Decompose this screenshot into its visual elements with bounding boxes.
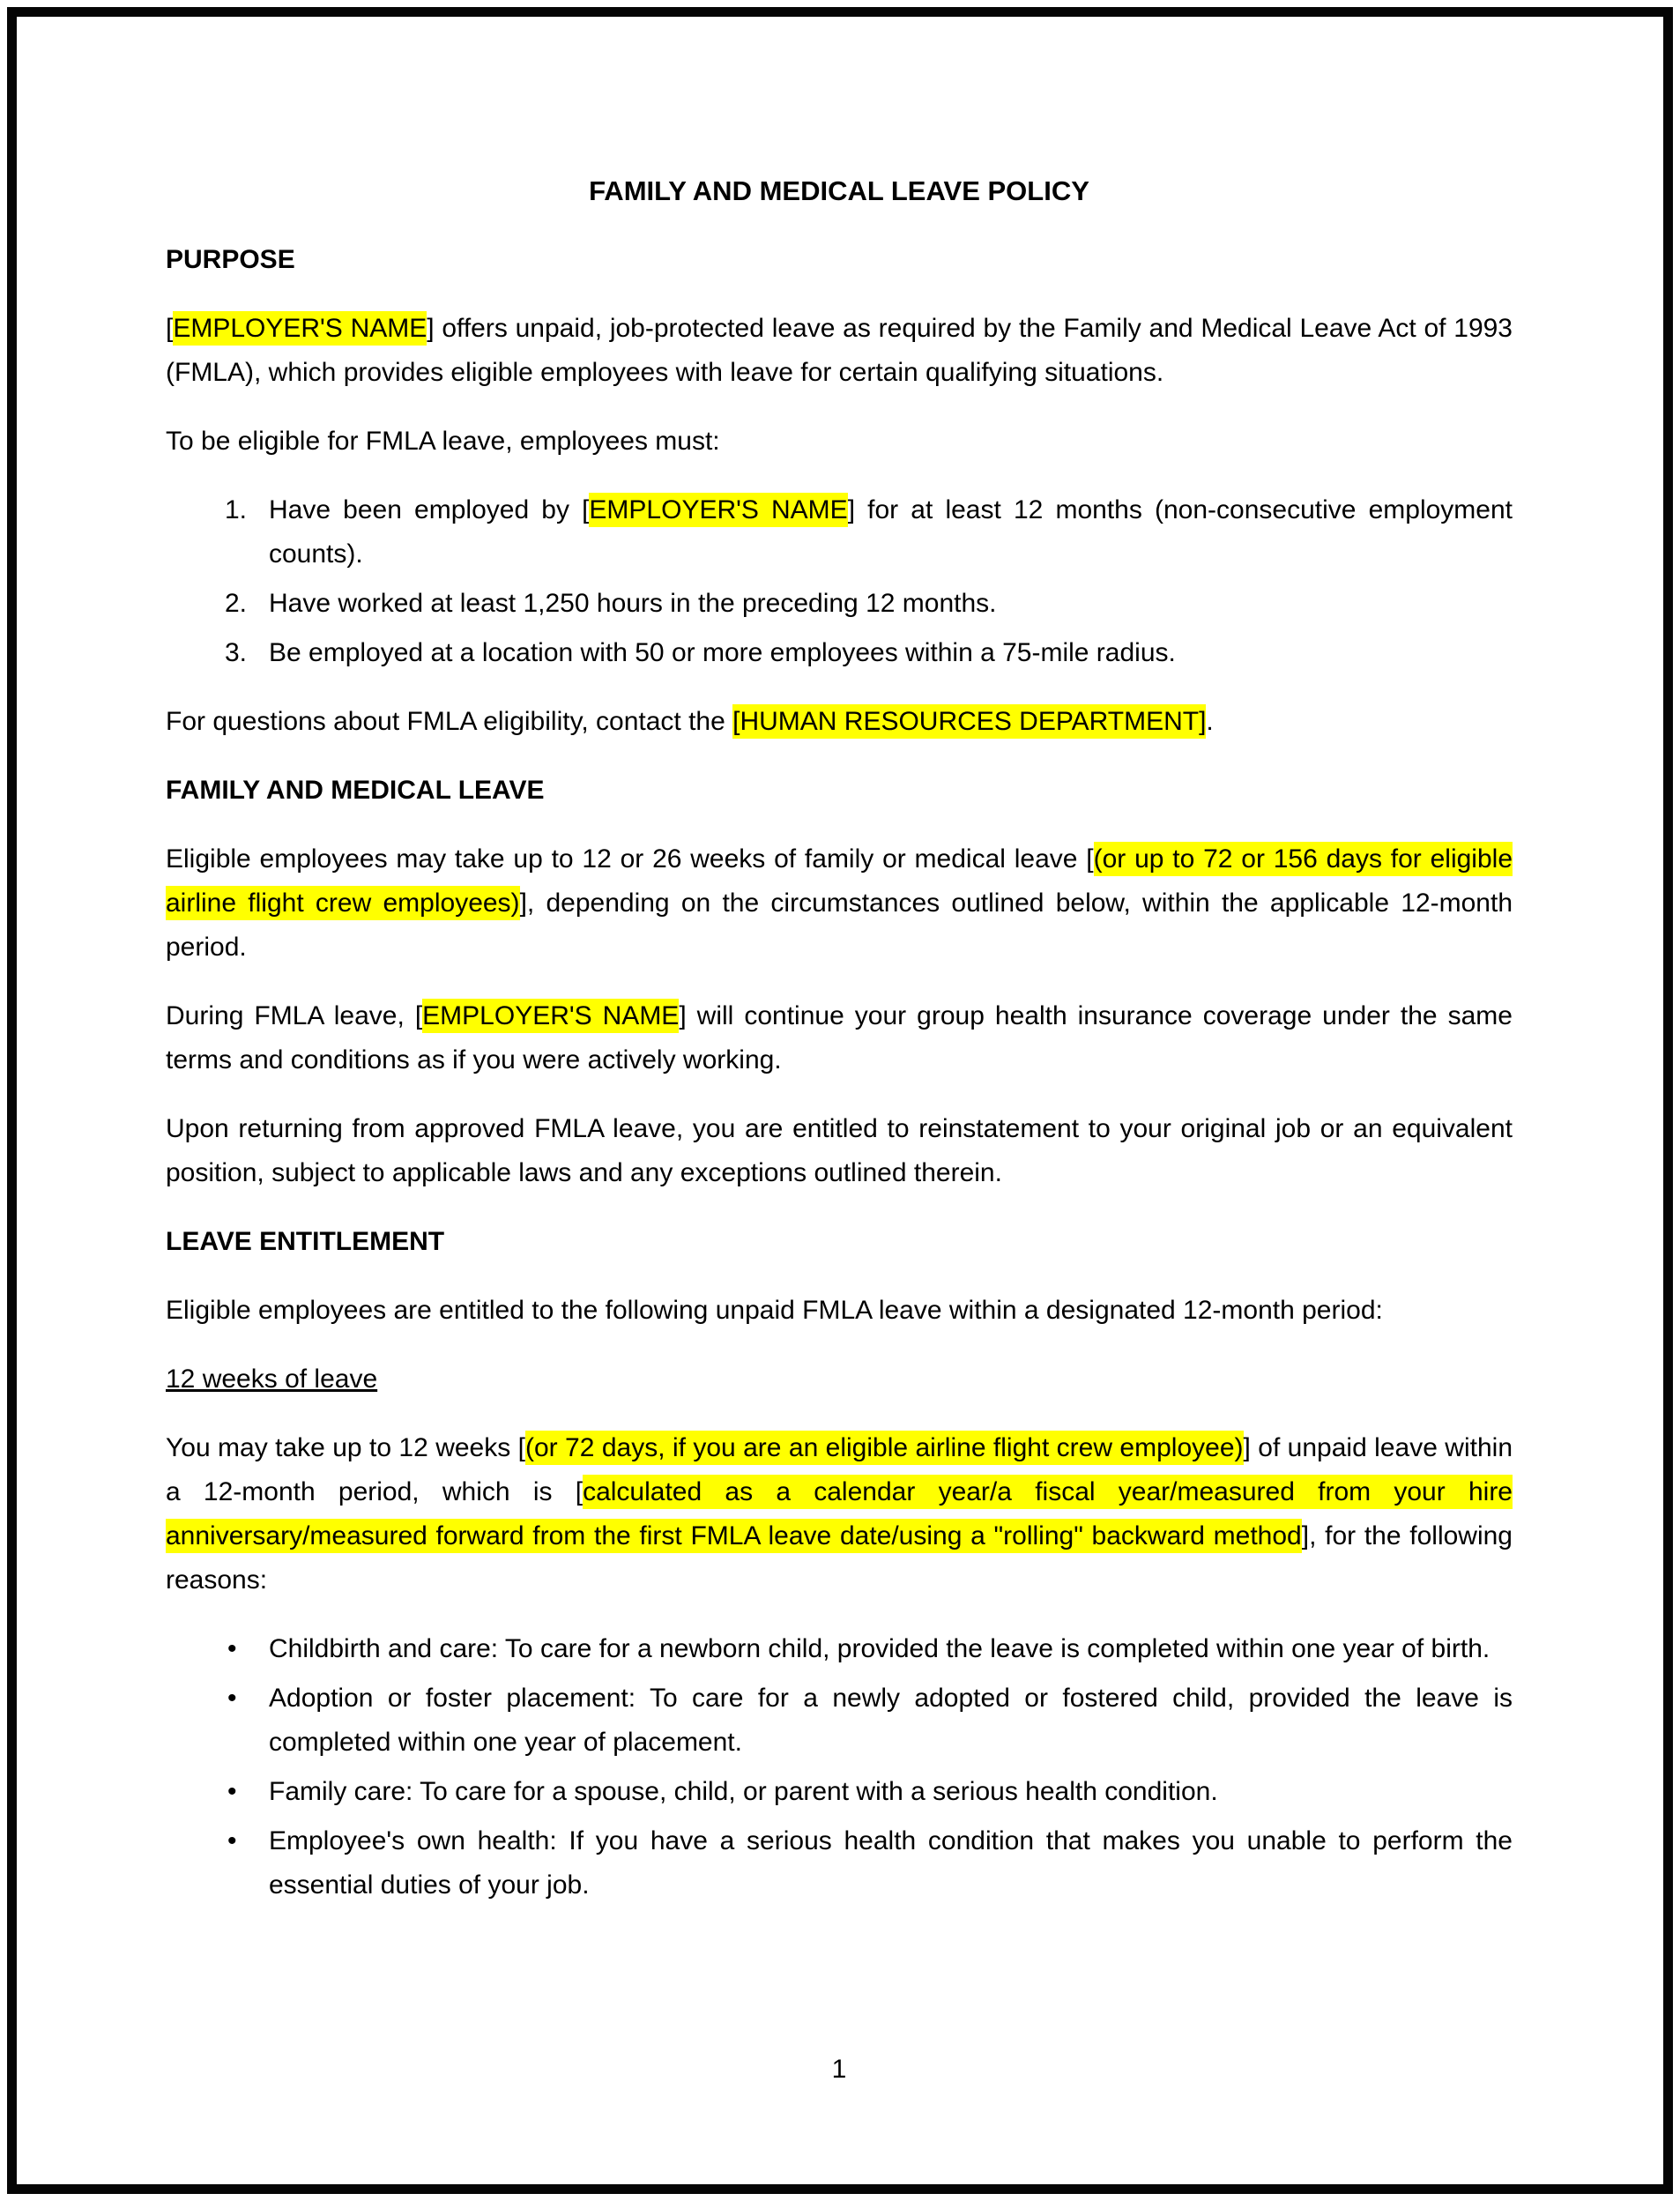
- text-segment: For questions about FMLA eligibility, contact the: [166, 707, 733, 736]
- highlighted-text: EMPLOYER'S NAME: [173, 311, 427, 346]
- highlighted-text: EMPLOYER'S NAME: [589, 493, 847, 527]
- text-segment: ] will continue your group health insurance coverage under the same terms and conditions as if you were actively working.: [166, 1001, 1513, 1074]
- text-segment: Be employed at a location with 50 or more employees within a 75-mile radius.: [269, 638, 1176, 667]
- highlighted-text: calculated as a calendar year/a fiscal year/measured from your hire anniversary/measured forward from the first FMLA leave date/using a "rolling" backward method: [166, 1475, 1513, 1553]
- text-segment: During FMLA leave, [: [166, 1001, 423, 1030]
- list-item: [166, 1627, 1513, 1671]
- leave-reasons-bullet-list: [166, 1627, 1513, 1907]
- text-segment: Upon returning from approved FMLA leave, you are entitled to reinstatement to your original job or an equivalent position, subject to applicable laws and any exceptions outlined therein.: [166, 1114, 1513, 1187]
- list-item-text: [269, 1627, 1513, 1671]
- text-segment: [: [166, 314, 174, 343]
- text-segment: Family care: To care for a spouse, child, or parent with a serious health condition.: [269, 1777, 1218, 1806]
- twelve-weeks-paragraph: [166, 1426, 1513, 1602]
- text-segment: ] offers unpaid, job-protected leave as required by the Family and Medical Leave Act of 1993 (FMLA), which provides eligible employees with leave for certain qualifying situations.: [166, 314, 1513, 387]
- leave-weeks-paragraph: [166, 837, 1513, 970]
- section-heading-family-medical-leave: FAMILY AND MEDICAL LEAVE: [166, 776, 545, 805]
- list-number: 2.: [225, 589, 248, 618]
- fmla-questions-paragraph: [166, 700, 1513, 744]
- text-segment: To be eligible for FMLA leave, employees must:: [166, 427, 720, 456]
- bullet-icon: •: [227, 1684, 237, 1713]
- page-number: 1: [831, 2055, 847, 2084]
- highlighted-text: EMPLOYER'S NAME: [422, 999, 679, 1033]
- text-segment: ], for the following reasons:: [166, 1521, 1513, 1595]
- text-segment: Childbirth and care: To care for a newborn child, provided the leave is completed within one year of birth.: [269, 1634, 1490, 1663]
- list-item-text: [269, 1677, 1513, 1765]
- document-title: FAMILY AND MEDICAL LEAVE POLICY: [589, 175, 1089, 206]
- page-content: [166, 0, 1513, 1932]
- list-item: [166, 582, 1513, 626]
- bullet-icon: •: [227, 1826, 237, 1855]
- list-item: [166, 488, 1513, 576]
- purpose-intro-paragraph: [166, 307, 1513, 395]
- text-segment: Have worked at least 1,250 hours in the preceding 12 months.: [269, 589, 997, 618]
- sub-heading-12-weeks: 12 weeks of leave: [166, 1364, 378, 1394]
- highlighted-text: (or 72 days, if you are an eligible airline flight crew employee): [525, 1431, 1244, 1465]
- text-segment: ] of unpaid leave within a 12-month period, which is [: [166, 1433, 1513, 1506]
- list-item-text: [269, 488, 1513, 576]
- list-item-text: [269, 582, 1513, 626]
- section-heading-leave-entitlement: LEAVE ENTITLEMENT: [166, 1227, 445, 1256]
- entitlement-intro-paragraph: [166, 1289, 1513, 1333]
- eligibility-numbered-list: [166, 488, 1513, 675]
- text-segment: ] for at least 12 months (non-consecutive employment counts).: [269, 495, 1513, 569]
- highlighted-text: (or up to 72 or 156 days for eligible airline flight crew employees): [166, 842, 1513, 920]
- list-item: [166, 1770, 1513, 1814]
- bullet-icon: •: [227, 1634, 237, 1663]
- text-segment: Employee's own health: If you have a serious health condition that makes you unable to perform the essential duties of your job.: [269, 1826, 1513, 1900]
- list-number: 3.: [225, 638, 248, 667]
- list-item: [166, 1677, 1513, 1765]
- list-number: 1.: [225, 495, 248, 524]
- eligibility-lead-paragraph: [166, 420, 1513, 464]
- highlighted-text: [HUMAN RESOURCES DEPARTMENT]: [732, 704, 1206, 739]
- list-item: [166, 631, 1513, 675]
- list-item: [166, 1819, 1513, 1907]
- text-segment: You may take up to 12 weeks [: [166, 1433, 525, 1462]
- text-segment: ], depending on the circumstances outlined below, within the applicable 12-month period.: [166, 889, 1513, 962]
- text-segment: Eligible employees may take up to 12 or 26 weeks of family or medical leave [: [166, 844, 1094, 874]
- reinstatement-paragraph: [166, 1107, 1513, 1195]
- text-segment: .: [1206, 707, 1214, 736]
- text-segment: Have been employed by [: [269, 495, 590, 524]
- section-heading-purpose: PURPOSE: [166, 245, 295, 274]
- list-item-text: [269, 631, 1513, 675]
- text-segment: Adoption or foster placement: To care for a newly adopted or fostered child, provided the leave is completed within one year of placement.: [269, 1684, 1513, 1757]
- list-item-text: [269, 1819, 1513, 1907]
- bullet-icon: •: [227, 1777, 237, 1806]
- insurance-paragraph: [166, 994, 1513, 1082]
- text-segment: Eligible employees are entitled to the following unpaid FMLA leave within a designated 12-month period:: [166, 1296, 1383, 1325]
- list-item-text: [269, 1770, 1513, 1814]
